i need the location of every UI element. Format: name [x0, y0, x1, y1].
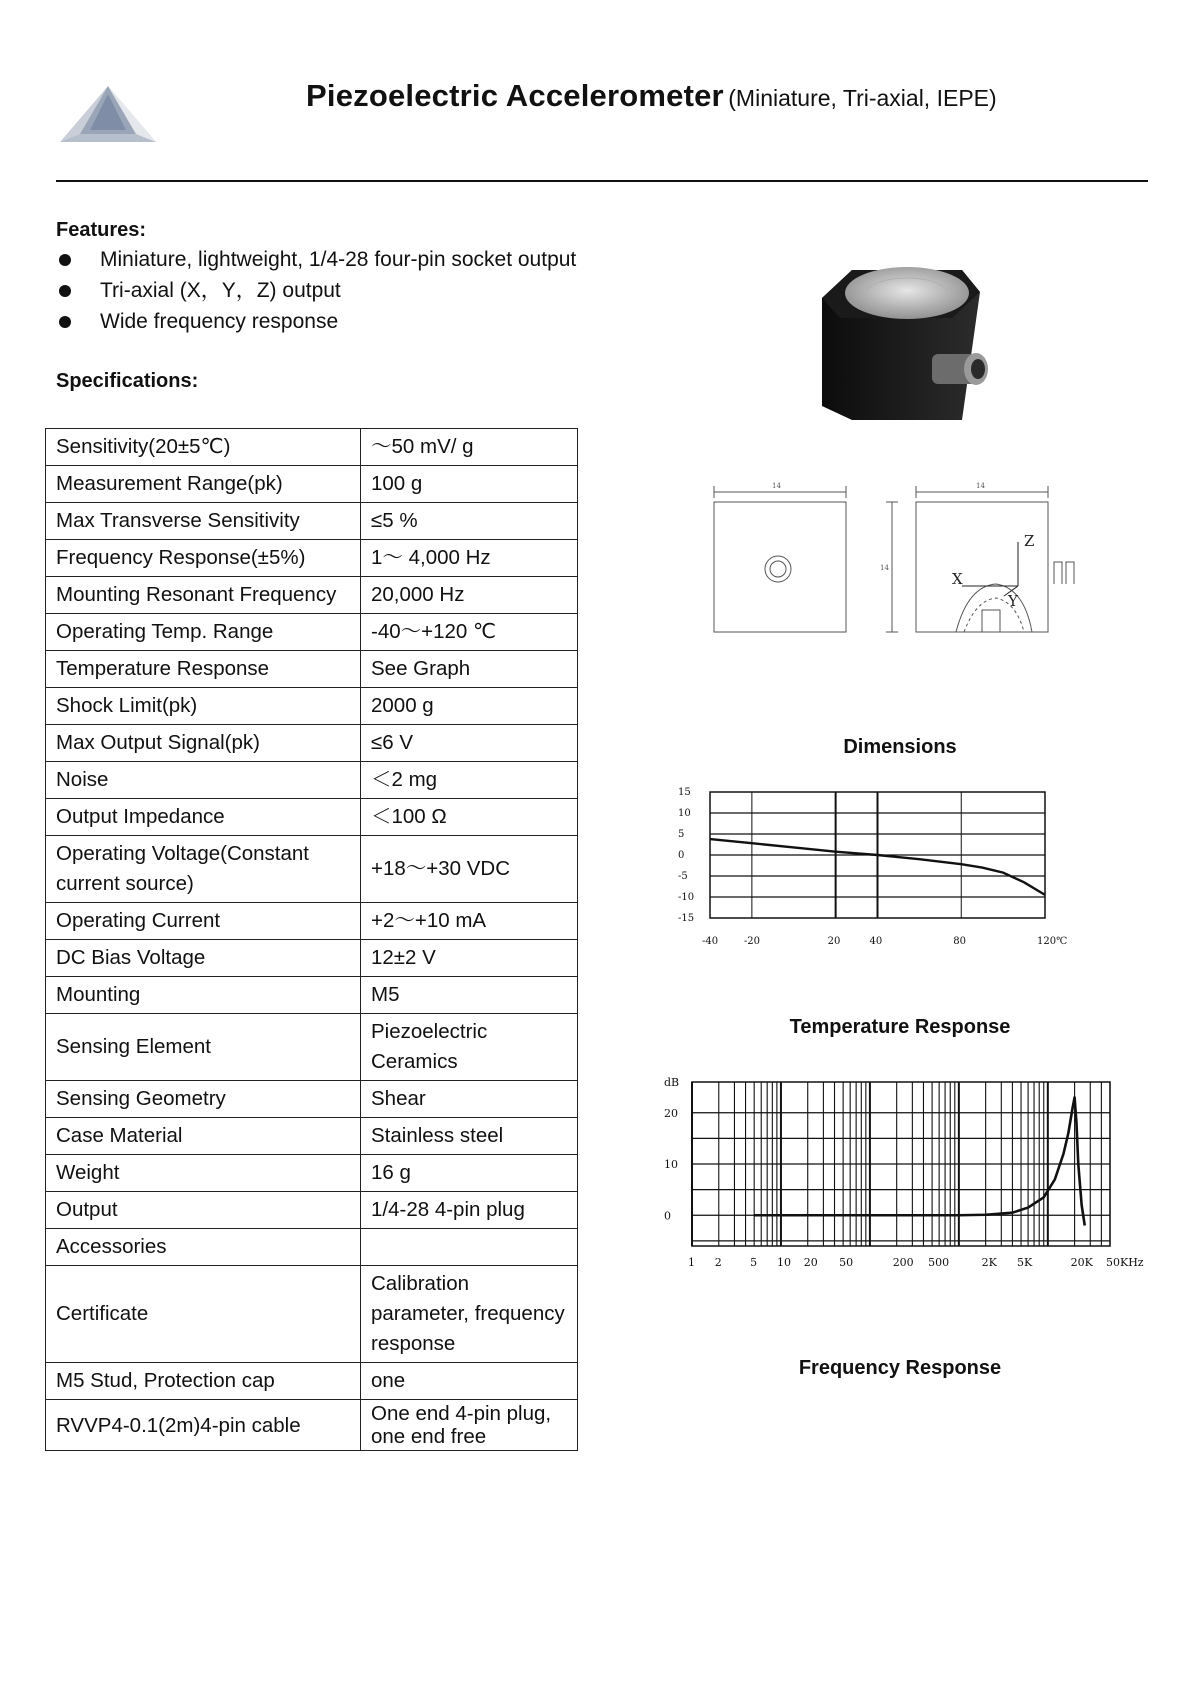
y-tick-label: 5	[678, 829, 685, 840]
title-subtitle: (Miniature, Tri-axial, IEPE)	[728, 85, 997, 111]
frequency-series-line	[754, 1097, 1085, 1225]
spec-row	[46, 799, 578, 836]
spec-label: Output	[46, 1192, 361, 1229]
spec-value: +18～+30 VDC	[361, 836, 578, 903]
spec-value: 100 g	[361, 466, 578, 503]
spec-row	[46, 1081, 578, 1118]
x-tick-label: 50KHz	[1106, 1256, 1144, 1269]
y-tick-label: 20	[664, 1106, 678, 1120]
y-tick-label: 10	[664, 1158, 678, 1171]
dimensions-drawing	[706, 476, 1086, 636]
features-heading: Features:	[56, 219, 147, 241]
spec-value: ＜100 Ω	[361, 799, 578, 836]
spec-value	[361, 1229, 578, 1266]
x-tick-label: 50	[839, 1256, 854, 1269]
frequency-response-caption: Frequency Response	[798, 1357, 1002, 1379]
spec-row	[46, 1400, 578, 1451]
spec-value: 2000 g	[361, 688, 578, 725]
spec-label: Case Material	[46, 1118, 361, 1155]
product-photo	[812, 258, 992, 428]
specifications-heading: Specifications:	[56, 370, 199, 392]
spec-value: Calibration parameter, frequency response	[361, 1266, 578, 1363]
feature-text: Tri-axial (X，Y，Z) output	[100, 279, 341, 302]
spec-value: ～50 mV/ g	[361, 429, 578, 466]
spec-row	[46, 1229, 578, 1266]
spec-label: Max Transverse Sensitivity	[46, 503, 361, 540]
spec-row	[46, 1118, 578, 1155]
spec-label: Noise	[46, 762, 361, 799]
x-tick-label: 40	[869, 936, 883, 947]
spec-value: See Graph	[361, 651, 578, 688]
spec-label: Measurement Range(pk)	[46, 466, 361, 503]
spec-label: Temperature Response	[46, 651, 361, 688]
x-tick-label: 5K	[1017, 1256, 1033, 1269]
frequency-response-chart	[650, 1070, 1170, 1270]
x-tick-label: 120℃	[1037, 936, 1068, 947]
spec-label: Operating Current	[46, 903, 361, 940]
bullet-icon	[59, 254, 71, 266]
bullet-icon	[59, 285, 71, 297]
y-tick-label: -15	[678, 913, 695, 924]
spec-value: -40～+120 ℃	[361, 614, 578, 651]
x-tick-label: 2K	[981, 1256, 997, 1269]
spec-row	[46, 614, 578, 651]
temperature-response-caption: Temperature Response	[789, 1016, 1011, 1038]
z-axis-label: Z	[1024, 532, 1035, 550]
spec-value: Piezoelectric Ceramics	[361, 1014, 578, 1081]
feature-text: Wide frequency response	[100, 310, 339, 333]
spec-label: Frequency Response(±5%)	[46, 540, 361, 577]
spec-row	[46, 651, 578, 688]
y-tick-label: 10	[678, 808, 691, 819]
spec-row	[46, 688, 578, 725]
spec-label: Operating Temp. Range	[46, 614, 361, 651]
x-tick-label: 20	[803, 1256, 818, 1269]
feature-item	[56, 246, 576, 277]
temperature-response-chart	[670, 782, 1100, 972]
spec-row	[46, 466, 578, 503]
spec-row	[46, 1014, 578, 1081]
feature-text: Miniature, lightweight, 1/4-28 four-pin socket output	[100, 248, 577, 271]
spec-row	[46, 577, 578, 614]
spec-label: DC Bias Voltage	[46, 940, 361, 977]
front-width-label: 14	[772, 482, 781, 490]
title-main: Piezoelectric Accelerometer	[306, 78, 724, 113]
side-width-label: 14	[976, 482, 985, 490]
y-tick-label: -5	[678, 871, 688, 882]
spec-value: ≤5 %	[361, 503, 578, 540]
x-tick-label: -20	[743, 936, 760, 947]
height-label: 14	[880, 564, 889, 572]
features-list	[56, 246, 576, 339]
spec-row	[46, 1155, 578, 1192]
spec-value: one	[361, 1363, 578, 1400]
spec-label: M5 Stud, Protection cap	[46, 1363, 361, 1400]
page-title	[306, 78, 997, 114]
x-tick-label: 2	[714, 1256, 722, 1269]
spec-label: Operating Voltage(Constant current source)	[46, 836, 361, 903]
spec-label: Sensitivity(20±5℃)	[46, 429, 361, 466]
x-axis-label: X	[952, 570, 963, 588]
spec-row	[46, 725, 578, 762]
spec-label: Mounting Resonant Frequency	[46, 577, 361, 614]
spec-label: Mounting	[46, 977, 361, 1014]
y-tick-label: -10	[678, 892, 695, 903]
x-tick-label: 80	[953, 936, 966, 947]
spec-value: 12±2 V	[361, 940, 578, 977]
y-tick-label: 15	[678, 787, 691, 798]
y-tick-label: 0	[664, 1209, 671, 1223]
spec-row	[46, 903, 578, 940]
spec-value: Shear	[361, 1081, 578, 1118]
spec-value: 16 g	[361, 1155, 578, 1192]
spec-label: Sensing Geometry	[46, 1081, 361, 1118]
header-divider	[56, 180, 1148, 182]
spec-label: Accessories	[46, 1229, 361, 1266]
spec-value: ≤6 V	[361, 725, 578, 762]
spec-label: Max Output Signal(pk)	[46, 725, 361, 762]
spec-value: 1/4-28 4-pin plug	[361, 1192, 578, 1229]
bullet-icon	[59, 316, 71, 328]
x-tick-label: 500	[928, 1256, 950, 1269]
spec-row	[46, 1363, 578, 1400]
spec-row	[46, 762, 578, 799]
spec-value: Stainless steel	[361, 1118, 578, 1155]
x-tick-label: 10	[776, 1256, 791, 1269]
spec-row	[46, 540, 578, 577]
spec-row	[46, 1266, 578, 1363]
spec-value: M5	[361, 977, 578, 1014]
y-tick-label: dB	[664, 1076, 680, 1089]
x-tick-label: 20	[827, 936, 841, 947]
x-tick-label: 20K	[1070, 1256, 1093, 1269]
spec-row	[46, 429, 578, 466]
spec-value: 1～ 4,000 Hz	[361, 540, 578, 577]
spec-value: ＜2 mg	[361, 762, 578, 799]
feature-item	[56, 277, 576, 308]
spec-value: 20,000 Hz	[361, 577, 578, 614]
spec-label: Output Impedance	[46, 799, 361, 836]
x-tick-label: -40	[702, 936, 719, 947]
spec-row	[46, 940, 578, 977]
spec-row	[46, 836, 578, 903]
y-axis-label: Y	[1008, 592, 1018, 610]
x-tick-label: 5	[750, 1256, 758, 1269]
spec-label: Shock Limit(pk)	[46, 688, 361, 725]
spec-label: Weight	[46, 1155, 361, 1192]
x-tick-label: 200	[892, 1256, 914, 1269]
y-tick-label: 0	[678, 850, 685, 861]
spec-row	[46, 503, 578, 540]
dimensions-caption: Dimensions	[843, 736, 957, 758]
spec-label: Certificate	[46, 1266, 361, 1363]
spec-label: RVVP4-0.1(2m)4-pin cable	[46, 1400, 361, 1451]
spec-row	[46, 977, 578, 1014]
spec-value: One end 4-pin plug, one end free	[361, 1400, 578, 1451]
specifications-table	[45, 428, 578, 1451]
spec-label: Sensing Element	[46, 1014, 361, 1081]
spec-row	[46, 1192, 578, 1229]
x-tick-label: 1	[688, 1256, 695, 1269]
company-logo	[60, 86, 156, 146]
feature-item	[56, 308, 576, 339]
spec-value: +2～+10 mA	[361, 903, 578, 940]
